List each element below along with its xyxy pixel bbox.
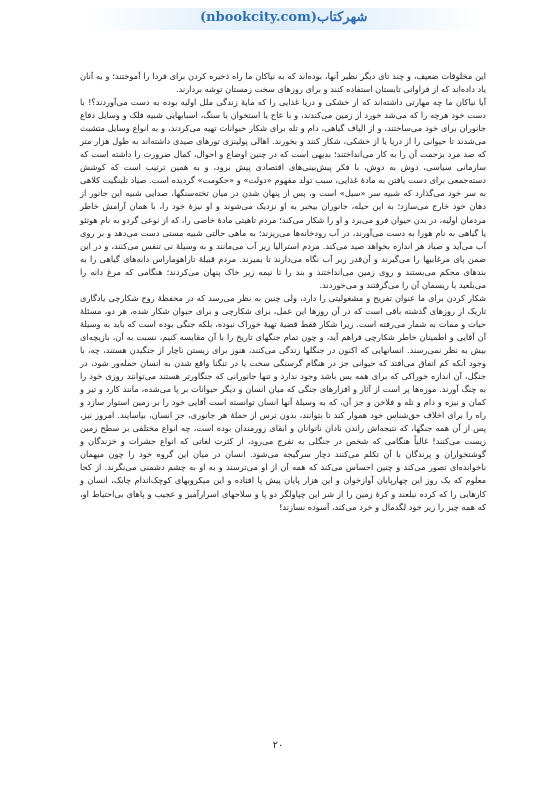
paragraph: آیا نیاکان ما چه مهارتی داشته‌اند که از خشکی و دریا غذایی را که مایهٔ زندگی ملل اولیه بوده به دست می‌آوردند؟! با دست خود هرچه را که می‌شد خورد از زمین می‌کندند، و با عاج یا استخوان یا سنگ، اسبابهایی شبیه فلک و وسایل دفاع جانوران برای خود می‌ساختند، و از الیاف گیاهی، دام و تله برای شکار حیوانات تهیه می‌کردند، و به انواع وسایل متشبث می‌شدند تا حیوانی را از دریا یا از خشکی، شکار کنند و بخورند. اهالی پولینزی تورهای صیدی داشته‌اند به طول هزار متر که صد مرد بزحمت آن را به کار می‌انداختند؛ بدیهی است که در چنین اوضاع و احوال، کمال ضرورت را داشته است که سازمانی سیاسی، دوش به دوش، با فکر پیش‌بینی‌های اقتصادی پیش برود، و به همین ترتیب است که کوشش دسته‌جمعی برای دست یافتن به مادهٔ غذایی، سبب تولد مفهوم «دولت» و «حکومت» گردیده است. صیاد تلینگیت کلاهی به سر خود می‌گذارد که شبیه سر «سیل» است و، پس از پنهان شدن در میان تخته‌سنگها، صدایی شبیه این جانور از دهان خود خارج می‌سازد؛ به این حیله، جانوران بیخبر به او نزدیک می‌شوند و او نیزهٔ خود را، با همان آرامش خاطر مردمان اولیه، در بدن حیوان فرو می‌برد و او را شکار می‌کند؛ مردم تاهیتی مادهٔ خاصی را، که از نوعی گردو به نام هوتئو یا گیاهی به نام هورا به دست می‌آورند، در آب رودخانه‌ها می‌ریزند؛ به ماهی حالتی شبیه مستی دست می‌دهد و بر روی آب می‌آید و صیاد هر اندازه بخواهد صید می‌کند. مردم استرالیا زیر آب می‌مانند و به وسیلهٔ نی تنفس می‌کنند، و در این ضمن پای مرغابیها را می‌گیرند و آن‌قدر زیر آب نگاه می‌دارند تا بمیرند. مردم قبیلهٔ تاراهوماراس دانه‌های گیاهی را به بندهای محکم می‌بستند و روی زمین می‌انداختند و بند را تا نیمه زیر خاک پنهان می‌کردند؛ هنگامی که مرغ دانه را می‌بلعید با ریسمان آن را می‌گرفتند و می‌خوردند. (80, 97, 486, 290)
paragraph: این مخلوقات ضعیف، و چند تای دیگر نظیر آنها، بوده‌اند که به نیاکان ما راه ذخیره کردن برای فردا را آموختند؛ و به آنان یاد داده‌اند که از فراوانی تابستان استفاده کنند و برای روزهای سخت زمستان توشه بردارند. (80, 71, 486, 95)
site-watermark: (nbookcity.com)شهرکتاب (200, 10, 368, 25)
paragraph: شکار کردن برای ما عنوان تفریح و مشغولیتی را دارد، ولی چنین به نظر می‌رسد که در محفظهٔ روح شکارچی یادگاری تاریک از روزهای گذشته باقی است که در آن روزها این عمل، برای شکارچی و برای حیوان شکار شده، هر دو، مسئلهٔ حیات و ممات به شمار می‌رفته است. زیرا شکار فقط قضیهٔ تهیهٔ خوراک نبوده، بلکه جنگی بوده است که باید به وسیلهٔ آن آقایی و اطمینان خاطر شکارچی فراهم آید، و چون تمام جنگهای تاریخ را با آن مقایسه کنیم، نسبت به آن، بازیچه‌ای بیش به نظر نمی‌رسند. انسانهایی که اکنون در جنگلها زندگی می‌کنند، هنوز برای زیستن ناچار از جنگیدن هستند، چه، با وجود آنکه کم اتفاق می‌افتد که حیوانی جز در هنگام گرسنگی سخت یا در تنگنا واقع شدن به انسان حمله‌ور شود، در جنگل، آن اندازه خوراکی که برای همه بس باشد وجود ندارد و تنها جانورانی که جنگاورتر هستند می‌توانند روزی خود را به چنگ آورند. موزه‌ها پر است از آثار و افزارهای جنگی که میان انسان و دیگر حیوانات بر پا می‌شده، مانند کارد و تیر و کمان و نیزه و دام و تله و فلاخن و جز آن، که به وسیلهٔ آنها انسان توانسته است آقایی خود را بر زمین استوار سازد و راه را برای اخلاف حق‌شناس خود هموار کند تا بتوانند، بدون ترس از حملهٔ هر جانوری، جز انسان، بیاسایند. امروز نیز، پس از آن همه جنگها، که نتیجه‌اش راندن نادان ناتوانان و ابقای زورمندان بوده است، چه انواع مختلفی بر سطح زمین زیست می‌کنند! غالباً هنگامی که شخص در جنگلی به تفرج می‌رود، از کثرت لغاتی که انواع حشرات و خزندگان و گوشتخواران و پرندگان با آن تکلم می‌کنند دچار سرگیجه می‌شود. انسان در میان این گروه خود را چون میهمان ناخوانده‌ای تصور می‌کند و چنین احساس می‌کند که همه آن از او می‌ترسند و به او به چشم دشمنی می‌نگرند. از کجا معلوم که یک روز این چهارپایان آوازخوان و این هزار پایان پیش پا افتاده و این میکروبهای کوچک‌اندام چابک، انسان و کارهایی را که کرده نبلعند و کرهٔ زمین را از شر این چپاولگر دو پا و سلاحهای اسرارآمیز و عجیب و پاهای بی‌احتیاط او، که همه چیز را زیر خود لگدمال و خرد می‌کند، آسوده نسازند! (80, 292, 486, 512)
page-number: ۲۰ (272, 740, 284, 751)
page-body (80, 70, 486, 514)
